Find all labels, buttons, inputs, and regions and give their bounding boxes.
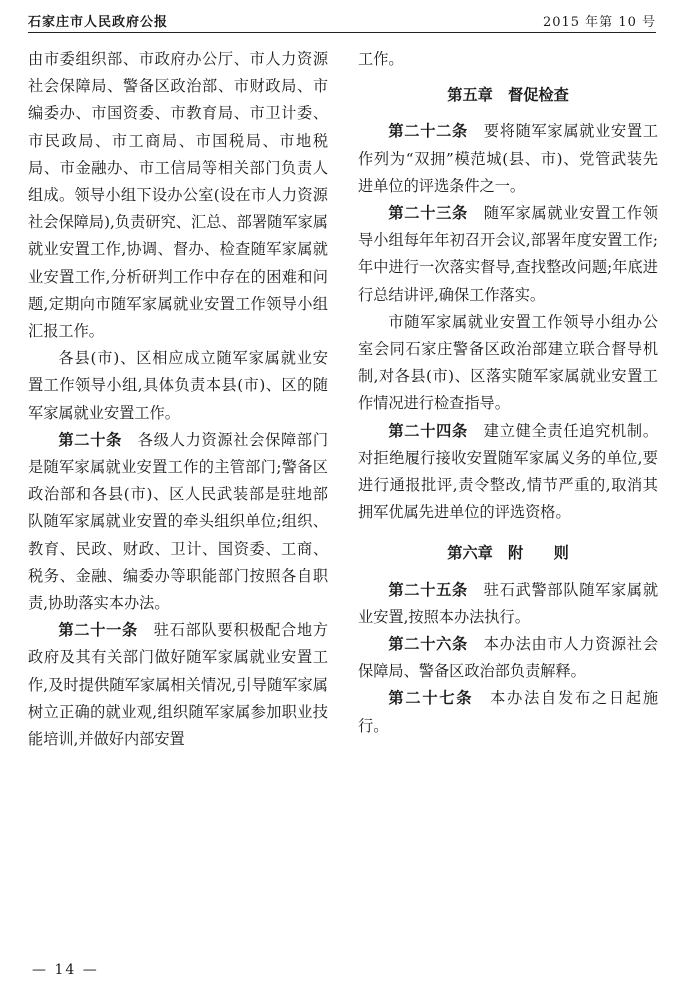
article-20 (28, 427, 328, 617)
article-27-text: 本办法自发布之日起施行。 (358, 689, 659, 735)
article-24 (358, 418, 658, 527)
article-27 (358, 685, 658, 739)
page-number: — 14 — (32, 962, 99, 978)
paragraph-continuation: 工作。 (358, 50, 404, 68)
article-23 (358, 200, 658, 309)
article-27-label: 第二十七条 (388, 689, 474, 708)
article-24-label: 第二十四条 (388, 421, 468, 440)
article-20-text: 各级人力资源社会保障部门是随军家属就业安置工作的主管部门;警备区政治部和各县(市)、区人民武装部是驻地部队随军家属就业安置的牵头组织单位;组织、教育、民政、财政、卫计、国资委、工商、税务、金融、编委办等职能部门按照各自职责,协助落实本办法。 (28, 430, 329, 613)
page-header (28, 8, 656, 33)
issue-number: 2015 年第 10 号 (542, 15, 656, 30)
paragraph-county-groups: 各县(市)、区相应成立随军家属就业安置工作领导小组,具体负责本县(市)、区的随军家属就业安置工作。 (28, 349, 328, 422)
article-26-text: 本办法由市人力资源社会保障局、警备区政治部负责解释。 (358, 635, 659, 681)
article-20-label: 第二十条 (58, 430, 122, 449)
article-22 (358, 118, 658, 200)
article-26 (358, 631, 658, 685)
chapter-6-heading: 第六章 附 则 (447, 544, 569, 563)
article-22-label: 第二十二条 (388, 122, 468, 141)
article-22-text: 要将随军家属就业安置工作列为“双拥”模范城(县、市)、党管武装先进单位的评选条件之一。 (358, 122, 659, 195)
publication-title: 石家庄市人民政府公报 (28, 15, 169, 30)
chapter-5-heading: 第五章 督促检查 (447, 86, 569, 105)
article-25-text: 驻石武警部队随军家属就业安置,按照本办法执行。 (358, 580, 659, 626)
article-21 (28, 617, 328, 753)
article-23-text: 随军家属就业安置工作领导小组每年年初召开会议,部署年度安置工作;年中进行一次落实督导,查找整改问题;年底进行总结讲评,确保工作落实。 (358, 204, 659, 304)
article-21-text: 驻石部队要积极配合地方政府及其有关部门做好随军家属就业安置工作,及时提供随军家属相关情况,引导随军家属树立正确的就业观,组织随军家属参加职业技能培训,并做好内部安置 (28, 621, 329, 749)
article-24-text: 建立健全责任追究机制。对拒绝履行接收安置随军家属义务的单位,要进行通报批评,责令整改,情节严重的,取消其拥军优属先进单位的评选资格。 (358, 421, 659, 522)
right-column (358, 46, 658, 740)
article-25-label: 第二十五条 (388, 580, 468, 599)
article-21-label: 第二十一条 (58, 621, 138, 640)
left-column (28, 46, 328, 753)
article-25 (358, 577, 658, 631)
paragraph-office-supervision: 市随军家属就业安置工作领导小组办公室会同石家庄警备区政治部建立联合督导机制,对各县(市)、区落实随军家属就业安置工作情况进行检查指导。 (358, 312, 658, 413)
article-23-label: 第二十三条 (388, 204, 468, 223)
article-26-label: 第二十六条 (388, 635, 468, 654)
paragraph-group-members: 由市委组织部、市政府办公厅、市人力资源社会保障局、警备区政治部、市财政局、市编委办、市国资委、市教育局、市卫计委、市民政局、市工商局、市国税局、市地税局、市金融办、市工信局等相关部门负责人组成。领导小组下设办公室(设在市人力资源社会保障局),负责研究、汇总、部署随军家属就业安置工作,协调、督办、检查随军家属就业安置工作,分析研判工作中存在的困难和问题,定期向市随军家属就业安置工作领导小组汇报工作。 (28, 50, 328, 341)
